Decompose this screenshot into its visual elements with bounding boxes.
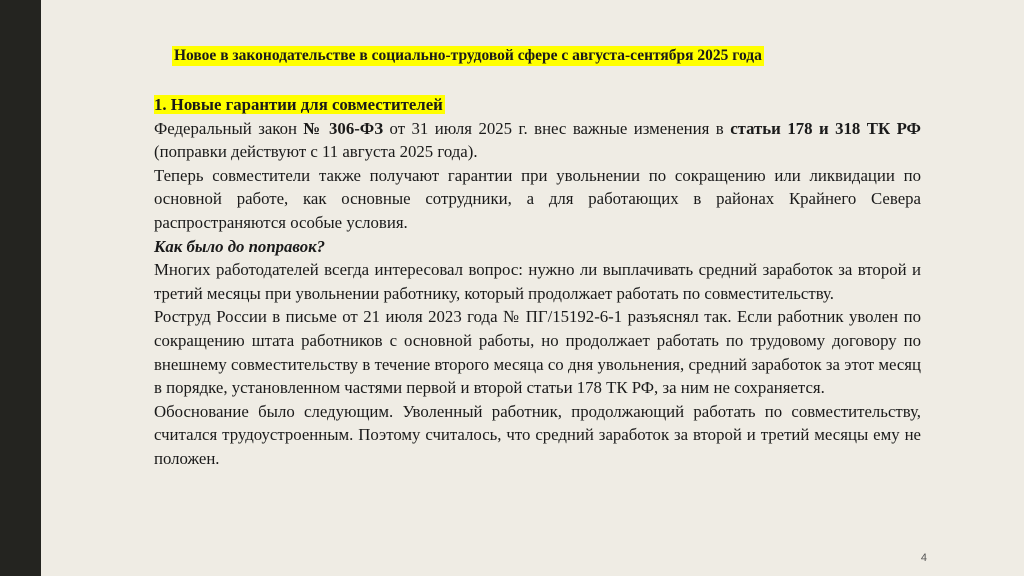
paragraph-question: Многих работодателей всегда интересовал вопрос: нужно ли выплачивать средний заработок за второй и третий месяцы при увольнении работнику, который продолжает работать по совместительству. — [154, 260, 921, 303]
left-accent-bar — [0, 0, 41, 576]
law-text-1: Федеральный закон — [154, 118, 304, 138]
law-articles: статьи 178 и 318 ТК РФ — [730, 118, 921, 138]
section-heading-line — [154, 93, 921, 117]
paragraph-justification: Обоснование было следующим. Уволенный работник, продолжающий работать по совместительству, считался трудоустроенным. Поэтому считалось, что средний заработок за второй и третий месяцы ему не положен. — [154, 401, 921, 468]
law-number: № 306-ФЗ — [303, 118, 384, 138]
section-heading: 1. Новые гарантии для совместителей — [154, 95, 443, 114]
slide-title: Новое в законодательстве в социально-трудовой сфере с августа-сентября 2025 года — [174, 47, 762, 64]
page-number: 4 — [920, 552, 927, 564]
paragraph-law — [154, 117, 921, 164]
law-text-3: (поправки действуют с 11 августа 2025 года). — [154, 142, 478, 162]
paragraph-guarantees: Теперь совместители также получают гарантии при увольнении по сокращению или ликвидации по основной работе, как основные сотрудники, а для работающих в районах Крайнего Севера распространяются особые условия. — [154, 165, 921, 232]
law-text-2: от 31 июля 2025 г. внес важные изменения в — [383, 118, 731, 138]
subheading-before-amendments: Как было до поправок? — [154, 236, 325, 256]
paragraph-rostrud: Роструд России в письме от 21 июля 2023 года № ПГ/15192-6-1 разъяснял так. Если работник уволен по сокращению штата работников с основной работы, но продолжает работать по трудовому договору по внешнему совместительству в течение второго месяца со дня увольнения, средний заработок за этот месяц в порядке, установленном частями первой и второй статьи 178 ТК РФ, за ним не сохраняется. — [154, 307, 921, 398]
slide-content — [154, 93, 921, 471]
